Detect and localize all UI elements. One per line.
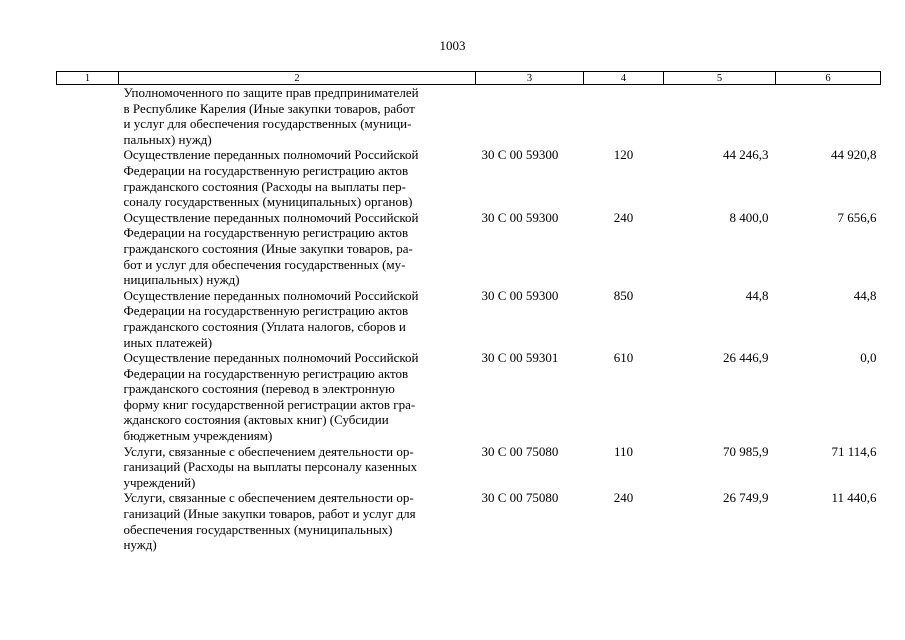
table-row <box>57 210 881 288</box>
description-line: Уполномоченного по защите прав предпринимателей <box>123 85 419 100</box>
row-amount-col6: 0,0 <box>860 350 877 366</box>
table-body <box>57 85 881 553</box>
description-line: обеспечения государственных (муниципальных) <box>123 521 393 537</box>
description-line: Федерации на государственную регистрацию актов <box>123 303 409 319</box>
description-line: Федерации на государственную регистрацию актов <box>123 162 409 178</box>
row-blank-cell <box>57 444 119 491</box>
description-line: иных платежей) <box>123 334 213 350</box>
row-target-code: 30 С 00 75080 <box>481 490 559 506</box>
column-number-6: 6 <box>776 72 881 85</box>
description-line: в Республике Карелия (Иные закупки товаров, работ <box>123 100 415 116</box>
description-line: бот и услуг для обеспечения государственных (му- <box>123 256 406 272</box>
row-amount-col5: 44,8 <box>745 287 769 303</box>
row-expense-type <box>584 85 664 148</box>
table-row <box>57 350 881 444</box>
description-line: гражданского состояния (Расходы на выплаты пер- <box>123 178 406 194</box>
description-line: Федерации на государственную регистрацию актов <box>123 225 409 241</box>
row-target-code: 30 С 00 59300 <box>481 147 559 163</box>
row-expense-type: 110 <box>613 443 634 459</box>
description-line: ганизаций (Расходы на выплаты персоналу казенных <box>123 459 418 475</box>
column-number-3: 3 <box>476 72 584 85</box>
row-target-code: 30 С 00 59300 <box>481 209 559 225</box>
page-number: 1003 <box>439 38 466 53</box>
description-line: Осуществление переданных полномочий Российской <box>123 287 419 303</box>
row-description <box>119 350 476 444</box>
row-target-code <box>476 85 584 148</box>
description-line: ниципальных) нужд) <box>123 272 240 288</box>
description-line: Осуществление переданных полномочий Российской <box>123 147 419 163</box>
row-amount-col6: 44 920,8 <box>831 147 877 163</box>
description-line: и услуг для обеспечения государственных (муници- <box>123 116 412 132</box>
description-line: жданского состояния (актовых книг) (Субсидии <box>123 412 389 428</box>
row-description <box>119 85 476 148</box>
table-row <box>57 490 881 552</box>
description-line: Федерации на государственную регистрацию актов <box>123 365 409 381</box>
row-amount-col6 <box>776 85 881 148</box>
row-expense-type: 240 <box>613 209 634 225</box>
row-target-code: 30 С 00 59301 <box>481 350 559 366</box>
description-line: пальных) нужд) <box>123 131 212 147</box>
description-line: бюджетным учреждениям) <box>123 428 273 444</box>
row-amount-col5: 26 446,9 <box>723 350 769 366</box>
description-line: гражданского состояния (перевод в электронную <box>123 381 395 397</box>
row-description <box>119 147 476 209</box>
row-amount-col6: 7 656,6 <box>837 209 877 225</box>
row-expense-type: 240 <box>613 490 634 506</box>
description-line: Осуществление переданных полномочий Российской <box>123 209 419 225</box>
table-row <box>57 444 881 491</box>
description-line: Осуществление переданных полномочий Российской <box>123 350 419 366</box>
description-line: учреждений) <box>123 474 196 490</box>
row-amount-col5 <box>664 85 776 148</box>
row-blank-cell <box>57 490 119 552</box>
description-line: Услуги, связанные с обеспечением деятельности ор- <box>123 490 414 506</box>
row-amount-col6: 11 440,6 <box>831 490 877 506</box>
row-amount-col5: 8 400,0 <box>729 209 769 225</box>
description-line: гражданского состояния (Иные закупки товаров, ра- <box>123 240 413 256</box>
description-line: форму книг государственной регистрации актов гра- <box>123 396 416 412</box>
row-target-code: 30 С 00 75080 <box>481 443 559 459</box>
row-amount-col5: 70 985,9 <box>723 443 769 459</box>
table-row <box>57 147 881 209</box>
description-line: соналу государственных (муниципальных) органов) <box>123 194 413 210</box>
budget-table <box>56 71 881 553</box>
column-number-5: 5 <box>664 72 776 85</box>
column-number-1: 1 <box>57 72 119 85</box>
table-row <box>57 288 881 350</box>
row-amount-col6: 44,8 <box>853 287 877 303</box>
description-line: Услуги, связанные с обеспечением деятельности ор- <box>123 443 414 459</box>
description-line: гражданского состояния (Уплата налогов, сборов и <box>123 318 406 334</box>
row-blank-cell <box>57 147 119 209</box>
row-description <box>119 490 476 552</box>
column-number-4: 4 <box>584 72 664 85</box>
row-blank-cell <box>57 350 119 444</box>
row-description <box>119 444 476 491</box>
row-blank-cell <box>57 85 119 148</box>
row-amount-col5: 26 749,9 <box>723 490 769 506</box>
row-expense-type: 850 <box>613 287 634 303</box>
column-number-2: 2 <box>119 72 476 85</box>
row-description <box>119 210 476 288</box>
row-expense-type: 120 <box>613 147 634 163</box>
column-number-header-row <box>57 72 881 85</box>
row-expense-type: 610 <box>613 350 634 366</box>
table-row <box>57 85 881 148</box>
row-description <box>119 288 476 350</box>
row-blank-cell <box>57 288 119 350</box>
row-amount-col5: 44 246,3 <box>723 147 769 163</box>
row-target-code: 30 С 00 59300 <box>481 287 559 303</box>
row-amount-col6: 71 114,6 <box>831 443 877 459</box>
row-blank-cell <box>57 210 119 288</box>
description-line: ганизаций (Иные закупки товаров, работ и услуг для <box>123 506 416 522</box>
description-line: нужд) <box>123 537 157 553</box>
